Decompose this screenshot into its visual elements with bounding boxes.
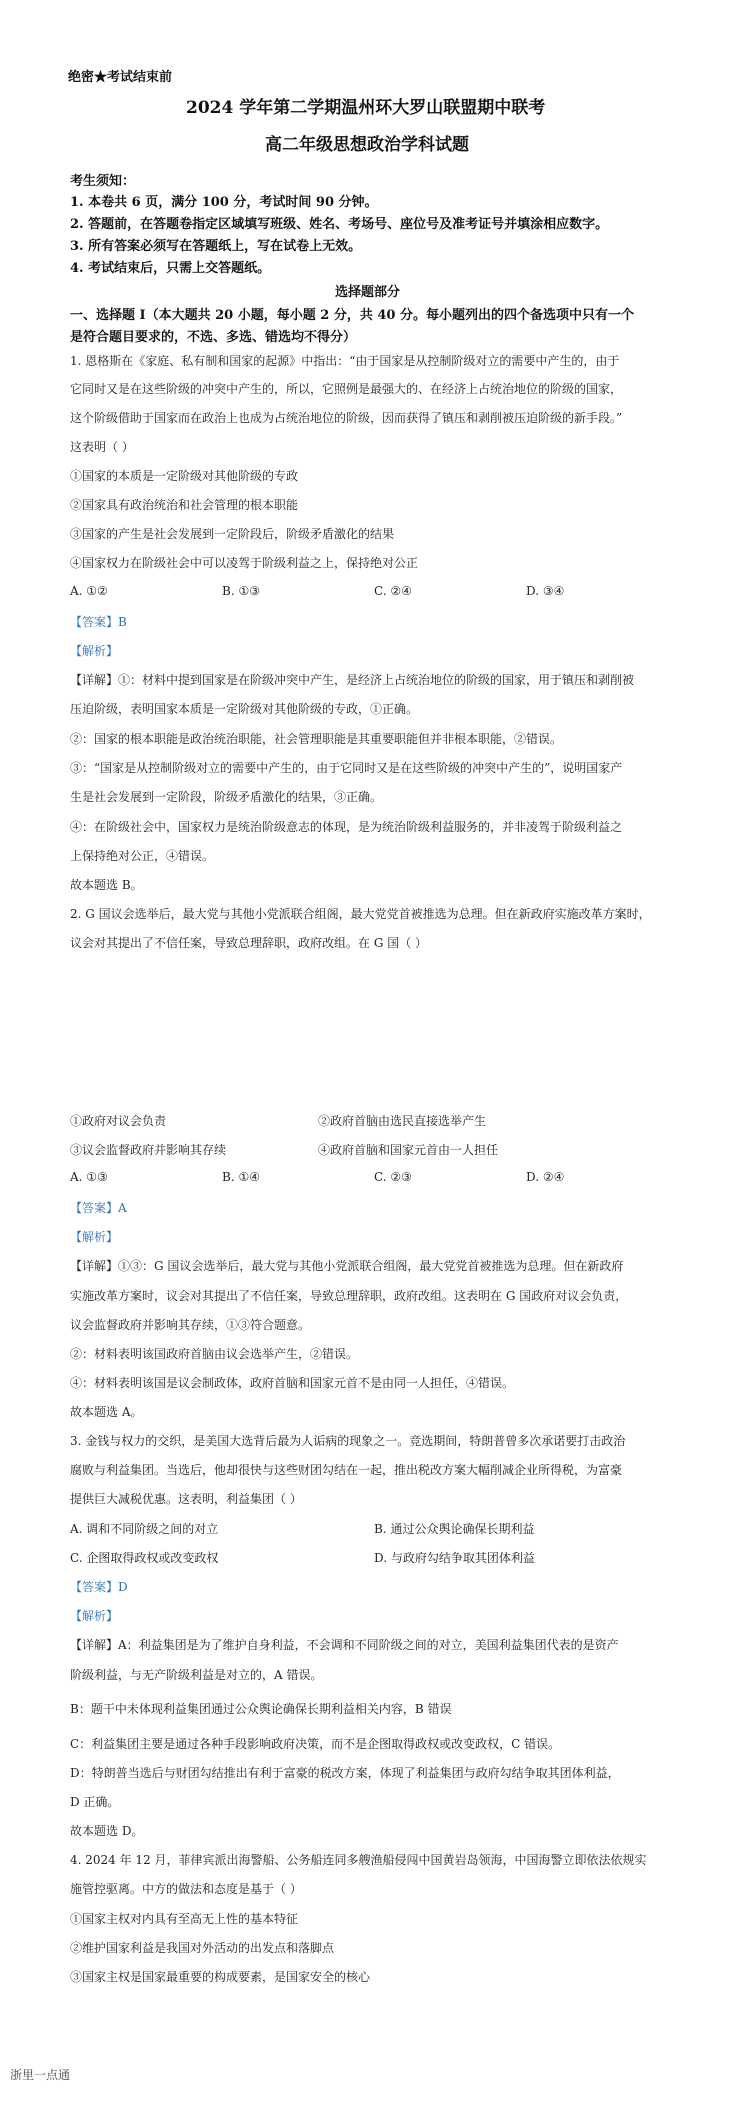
option: A. ①② — [70, 584, 108, 598]
statement: ③议会监督政府并影响其存续 — [70, 1143, 227, 1157]
option: A. 调和不同阶级之间的对立 — [70, 1522, 219, 1536]
answer-label: 【答案】A — [70, 1201, 127, 1215]
analysis-text: ②：国家的根本职能是政治统治职能，社会管理职能是其重要职能但并非根本职能，②错误。 — [70, 732, 563, 746]
option: B. ①④ — [222, 1170, 260, 1184]
statement: ④国家权力在阶级社会中可以凌驾于阶级利益之上，保持绝对公正 — [70, 556, 419, 570]
analysis-text: 故本题选 D。 — [70, 1824, 144, 1838]
analysis-text: ④：材料表明该国是议会制政体，政府首脑和国家元首不是由同一人担任，④错误。 — [70, 1376, 515, 1390]
option: B. ①③ — [222, 584, 260, 598]
question-text: 议会对其提出了不信任案，导致总理辞职，政府改组。在 G 国（ ） — [70, 936, 428, 950]
notice-item: 2. 答题前，在答题卷指定区域填写班级、姓名、考场号、座位号及准考证号并填涂相应数字。 — [70, 217, 609, 232]
analysis-text: ③：“国家是从控制阶级对立的需要中产生的，由于它同时又是在这些阶级的冲突中产生的”，说明国家产 — [70, 761, 623, 775]
question-text: 4. 2024 年 12 月，菲律宾派出海警船、公务船连同多艘渔船侵闯中国黄岩岛领海，中国海警立即依法依规实 — [70, 1853, 647, 1867]
statement: ②国家具有政治统治和社会管理的根本职能 — [70, 498, 299, 512]
question-text: 它同时又是在这些阶级的冲突中产生的，所以，它照例是最强大的、在经济上占统治地位的阶级的国家， — [70, 382, 623, 396]
analysis-label: 【解析】 — [70, 1609, 119, 1623]
option: D. ②④ — [526, 1170, 565, 1184]
analysis-text: ②：材料表明该国政府首脑由议会选举产生，②错误。 — [70, 1347, 359, 1361]
statement: ①国家的本质是一定阶级对其他阶级的专政 — [70, 469, 299, 483]
analysis-text: 压迫阶级，表明国家本质是一定阶级对其他阶级的专政，①正确。 — [70, 702, 419, 716]
exam-subtitle: 高二年级思想政治学科试题 — [265, 135, 469, 155]
analysis-label: 【解析】 — [70, 1230, 119, 1244]
analysis-label: 【解析】 — [70, 644, 119, 658]
statement: ②政府首脑由选民直接选举产生 — [318, 1114, 487, 1128]
statement: ②维护国家利益是我国对外活动的出发点和落脚点 — [70, 1941, 335, 1955]
question-text: 这表明（ ） — [70, 440, 134, 454]
analysis-text: B：题干中未体现利益集团通过公众舆论确保长期利益相关内容，B 错误 — [70, 1702, 452, 1716]
option: C. ②③ — [374, 1170, 412, 1184]
analysis-text: 故本题选 A。 — [70, 1405, 143, 1419]
analysis-text: 上保持绝对公正，④错误。 — [70, 849, 215, 863]
question-text: 1. 恩格斯在《家庭、私有制和国家的起源》中指出：“由于国家是从控制阶级对立的需要中产生的，由于 — [70, 354, 620, 368]
question-text: 腐败与利益集团。当选后，他却很快与这些财团勾结在一起，推出税改方案大幅削减企业所得税，为富豪 — [70, 1463, 623, 1477]
analysis-text: C：利益集团主要是通过各种手段影响政府决策，而不是企图取得政权或改变政权，C 错误。 — [70, 1737, 561, 1751]
option: C. ②④ — [374, 584, 412, 598]
analysis-text: 【详解】①：材料中提到国家是在阶级冲突中产生，是经济上占统治地位的阶级的国家，用于镇压和剥削被 — [70, 673, 635, 687]
notice-item: 1. 本卷共 6 页，满分 100 分，考试时间 90 分钟。 — [70, 195, 378, 210]
analysis-text: D：特朗普当选后与财团勾结推出有利于富豪的税改方案，体现了利益集团与政府勾结争取其团体利益， — [70, 1766, 620, 1780]
answer-label: 【答案】B — [70, 615, 127, 629]
analysis-text: 议会监督政府并影响其存续，①③符合题意。 — [70, 1318, 311, 1332]
analysis-text: ④：在阶级社会中，国家权力是统治阶级意志的体现，是为统治阶级利益服务的，并非凌驾于阶级利益之 — [70, 820, 623, 834]
answer-label: 【答案】D — [70, 1580, 128, 1594]
analysis-text: 阶级利益，与无产阶级利益是对立的，A 错误。 — [70, 1668, 323, 1682]
option: A. ①③ — [70, 1170, 108, 1184]
statement: ③国家的产生是社会发展到一定阶段后，阶级矛盾激化的结果 — [70, 527, 395, 541]
option: B. 通过公众舆论确保长期利益 — [374, 1522, 535, 1536]
analysis-text: 故本题选 B。 — [70, 878, 143, 892]
analysis-text: 生是社会发展到一定阶段，阶级矛盾激化的结果，③正确。 — [70, 790, 383, 804]
notice-heading: 考生须知： — [70, 174, 136, 189]
notice-item: 4. 考试结束后，只需上交答题纸。 — [70, 261, 271, 276]
option: D. 与政府勾结争取其团体利益 — [374, 1551, 535, 1565]
analysis-text: D 正确。 — [70, 1795, 120, 1809]
notice-item: 3. 所有答案必须写在答题纸上，写在试卷上无效。 — [70, 239, 362, 254]
question-text: 3. 金钱与权力的交织，是美国大选背后最为人诟病的现象之一。竞选期间，特朗普曾多次承诺要打击政治 — [70, 1434, 626, 1448]
section-intro: 一、选择题 I（本大题共 20 小题，每小题 2 分，共 40 分。每小题列出的四个备选项中只有一个 — [70, 308, 634, 323]
section-intro: 是符合题目要求的，不选、多选、错选均不得分） — [70, 330, 357, 345]
question-text: 提供巨大减税优惠。这表明，利益集团（ ） — [70, 1492, 302, 1506]
section-title: 选择题部分 — [335, 285, 401, 300]
footer-text: 浙里一点通 — [10, 2068, 71, 2082]
secret-label: 绝密★考试结束前 — [68, 70, 173, 85]
option: C. 企图取得政权或改变政权 — [70, 1551, 219, 1565]
exam-title: 2024 学年第二学期温州环大罗山联盟期中联考 — [186, 98, 546, 118]
statement: ④政府首脑和国家元首由一人担任 — [318, 1143, 499, 1157]
statement: ③国家主权是国家最重要的构成要素，是国家安全的核心 — [70, 1970, 371, 1984]
statement: ①政府对议会负责 — [70, 1114, 167, 1128]
analysis-text: 实施改革方案时，议会对其提出了不信任案，导致总理辞职，政府改组。这表明在 G 国政府对议会负责， — [70, 1289, 628, 1303]
statement: ①国家主权对内具有至高无上性的基本特征 — [70, 1912, 299, 1926]
analysis-text: 【详解】①③：G 国议会选举后，最大党与其他小党派联合组阁，最大党党首被推选为总理。但在新政府 — [70, 1259, 624, 1273]
question-text: 2. G 国议会选举后，最大党与其他小党派联合组阁，最大党党首被推选为总理。但在新政府实施改革方案时， — [70, 907, 651, 921]
question-text: 施管控驱离。中方的做法和态度是基于（ ） — [70, 1882, 302, 1896]
question-text: 这个阶级借助于国家而在政治上也成为占统治地位的阶级，因而获得了镇压和剥削被压迫阶级的新手段。” — [70, 411, 623, 425]
analysis-text: 【详解】A：利益集团是为了维护自身利益，不会调和不同阶级之间的对立，美国利益集团代表的是资产 — [70, 1638, 619, 1652]
option: D. ③④ — [526, 584, 565, 598]
